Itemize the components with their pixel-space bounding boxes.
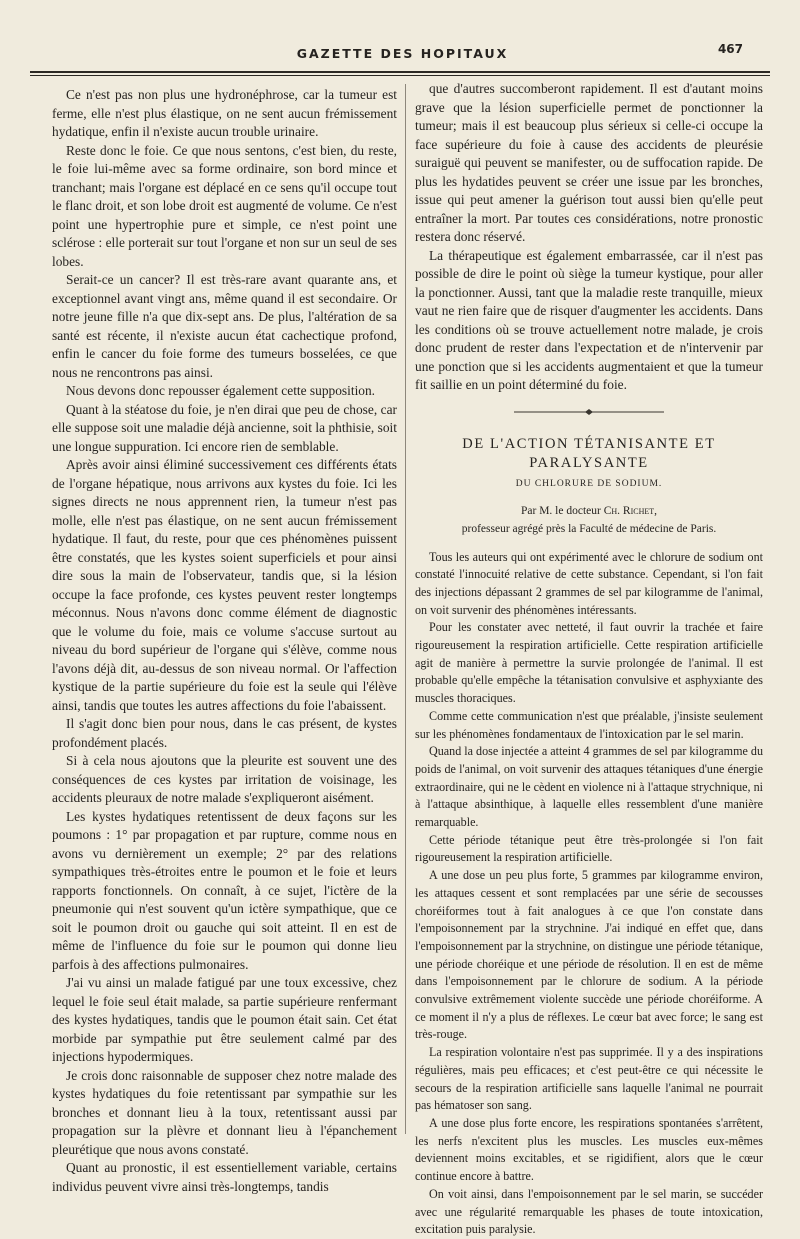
paragraph: Tous les auteurs qui ont expérimenté avec le chlorure de sodium ont constaté l'innocuité relative de cette substance. Cependant, si l'on fait des injections dépassant 2 grammes de sel par kilogramme de l'animal, on voit survenir des phénomènes intéressants.	[415, 549, 763, 617]
right-column	[415, 80, 763, 1237]
paragraph: Quand la dose injectée a atteint 4 grammes de sel par kilogramme du poids de l'animal, on voit survenir des attaques tétaniques d'une énergie extraordinaire, qui ne le cèdent en violence ni à l'attaque strychnique, ni à l'attaque absinthique, à laquelle elles ressemblent d'une manière remarquable.	[415, 744, 763, 830]
paragraph: Cette période tétanique peut être très-prolongée si l'on fait rigoureusement la respiration artificielle.	[415, 832, 763, 865]
paragraph: Je crois donc raisonnable de supposer chez notre malade des kystes hydatiques du foie retentissant par sympathie sur les bronches et donnant lieu à la toux, retentissant aussi par propagation sur la plèvre et donnant lieu à l'épanchement pleurétique que nous avons constaté.	[52, 1067, 397, 1157]
paragraph: Il s'agit donc bien pour nous, dans le cas présent, de kystes profondément placés.	[52, 716, 397, 750]
article-title: DE L'ACTION TÉTANISANTE ET PARALYSANTE	[462, 436, 716, 471]
paragraph: La thérapeutique est également embarrassée, car il n'est pas possible de dire le point où siège la tumeur kystique, pour aller la ponctionner. Aussi, tant que la maladie reste tranquille, mieux vaut ne rien faire que de risquer d'augmenter les accidents. Dans les conditions où se trouve actuellement notre malade, je crois donc prudent de rester dans l'expectation et de n'intervenir par une ponction que si les accidents augmentaient et que la tumeur fit saillie en un point déterminé du foie.	[415, 247, 763, 392]
paragraph: A une dose plus forte encore, les respirations spontanées s'arrêtent, les nerfs n'excitent plus les muscles. Les muscles eux-mêmes deviennent moins excitables, et se rigidifient, alors que le cœur continue encore à battre.	[415, 1116, 763, 1184]
article-body	[415, 549, 763, 1239]
page-number: 467	[717, 42, 743, 56]
paragraph: Les kystes hydatiques retentissent de deux façons sur les poumons : 1° par propagation et par rupture, comme nous en avons vu dernièrement un exemple; 2° par des relations sympathiques très-étroites entre le poumon et le foie et leurs rapports fonctionnels. On connaît, à ce sujet, l'ictère de la pneumonie qui n'est souvent qu'un ictère sympathique, que ce soit le poumon droit ou gauche qui soit atteint. Il en est de même de l'influence du foie sur le poumon qui donne lieu parfois à des affections pulmonaires.	[52, 808, 397, 972]
paragraph: Quant à la stéatose du foie, je n'en dirai que peu de chose, car elle suppose soit une maladie déjà ancienne, soit la phthisie, soit une longue suppuration. Ici encore rien de semblable.	[52, 401, 397, 454]
paragraph: Comme cette communication n'est que préalable, j'insiste seulement sur les phénomènes fondamentaux de l'intoxication par le sel marin.	[415, 708, 763, 741]
ornament-rule-icon	[514, 408, 664, 416]
paragraph: Serait-ce un cancer? Il est très-rare avant quarante ans, et exceptionnel avant vingt ans, même quand il est secondaire. Or notre jeune fille n'a que dix-sept ans. De plus, l'altération de sa santé est récente, il n'existe aucun état cachectique profond, enfin le cancer du foie forme des tumeurs bosselées, ce que nous ne rencontrons pas ainsi.	[52, 272, 397, 380]
author-prefix: Par M. le docteur	[520, 504, 601, 517]
paragraph: J'ai vu ainsi un malade fatigué par une toux excessive, chez lequel le foie seul était malade, sa partie supérieure renfermant des kystes hydatiques, tandis que le poumon était sain. Cet état morbide par sympathie put être seulement calmé par des injections hypodermiques.	[52, 975, 397, 1064]
column-divider	[405, 84, 406, 1134]
article-subtitle: DU CHLORURE DE SODIUM.	[515, 479, 663, 489]
paragraph: A une dose un peu plus forte, 5 grammes par kilogramme environ, les attaques cessent et sont remplacées par une série de secousses choréiformes tout à fait analogues à ce que l'on constate dans l'empoisonnement par la strychnine. J'ai indiqué en effet que, dans l'empoisonnement par la strychnine, on distingue une période tétanique, une période choréique et une période de résolution. Il en est de même dans l'empoisonnement par le chlorure de sodium. A la période convulsive extrêmement violente succède une période choréiforme. A ce moment il n'y a plus de réflexes. Le cœur bat avec force; le sang est très-rouge.	[415, 868, 763, 1042]
author-line	[415, 502, 763, 521]
paragraph: Ce n'est pas non plus une hydronéphrose, car la tumeur est ferme, elle n'est plus élastique, on ne sent aucun frémissement hydatique, enfin il n'existe aucun trouble urinaire.	[52, 87, 397, 139]
author-title: professeur agrégé près la Faculté de médecine de Paris.	[461, 523, 717, 535]
left-column	[52, 86, 397, 1194]
paragraph: Reste donc le foie. Ce que nous sentons, c'est bien, du reste, le foie lui-même avec sa forme ordinaire, son bord mince et tranchant; mais l'organe est déplacé en ce sens qu'il occupe tout le flanc droit, et son lobe droit est augmenté de volume. Ce n'est point une hypertrophie pure et simple, ce n'est point une sclérose : elle porterait sur tout l'organe et non sur un seul de ses lobes.	[52, 142, 397, 269]
paragraph: Si à cela nous ajoutons que la pleurite est souvent une des conséquences de ces kystes par irritation de voisinage, les accidents pleuraux de notre malade s'expliqueront aisément.	[52, 753, 397, 805]
paragraph: que d'autres succomberont rapidement. Il est d'autant moins grave que la lésion superficielle permet de ponctionner la tumeur; mais il est beaucoup plus sérieux si celle-ci occupe la face supérieure du foie à cause des accidents de pleurésie suraiguë qui peuvent se manifester, ou de suffocation rapide. De plus les hydatides peuvent se créer une issue par les bronches, issue qui peut amener la guérison tout aussi bien qu'elle peut entraîner la mort. Par toutes ces considérations, notre pronostic restera donc réservé.	[415, 81, 763, 244]
paragraph: La respiration volontaire n'est pas supprimée. Il y a des inspirations régulières, mais peu efficaces; et c'est peut-être ce qui nécessite le secours de la respiration artificielle sans laquelle l'animal ne pourrait pas hématoser son sang.	[415, 1045, 763, 1113]
paragraph: Après avoir ainsi éliminé successivement ces différents états de l'organe hépatique, nous arrivons aux kystes du foie. Ici les signes directs ne nous apprennent rien, la tumeur n'est pas molle, elle n'est pas élastique, on ne sent aucun frémissement hydatique. Il faut, du reste, pour que ces phénomènes puissent être constatés, que les kystes soient superficiels et pour ainsi dire sous la main de l'observateur, tandis que, si la lésion occupe la face profonde, ces kystes peuvent rester longtemps méconnus. Nous n'avons donc comme élément de diagnostic que le volume du foie, mais ce volume s'accuse surtout au niveau du bord supérieur de l'organe qui s'élève, comme nous l'avons déjà dit, au-dessus de son niveau normal. Or l'affection kystique de la partie supérieure du foie est la seule qui l'élève ainsi, tandis que toutes les autres affections du foie l'abaissent.	[52, 457, 397, 713]
author-name: Ch. Richet,	[603, 504, 657, 517]
paragraph: Quant au pronostic, il est essentiellement variable, certains individus peuvent vivre ainsi très-longtemps, tandis	[52, 1160, 397, 1194]
paragraph: Nous devons donc repousser également cette supposition.	[66, 383, 376, 398]
section-separator	[415, 403, 763, 422]
page-header	[30, 40, 775, 70]
header-rule-thin	[30, 75, 770, 76]
header-rule-thick	[30, 71, 770, 73]
paragraph: Pour les constater avec netteté, il faut ouvrir la trachée et faire rigoureusement la respiration artificielle. Cette respiration artificielle agit de manière à permettre la survie prolongée de l'animal. Il est probable qu'elle empêche la tétanisation convulsive et asphyxiante des muscles thoraciques.	[415, 620, 763, 706]
paragraph: On voit ainsi, dans l'empoisonnement par le sel marin, se succéder avec une régularité remarquable les phases de toute intoxication, excitation puis paralysie.	[415, 1186, 763, 1237]
running-title: GAZETTE DES HOPITAUX	[296, 46, 509, 61]
